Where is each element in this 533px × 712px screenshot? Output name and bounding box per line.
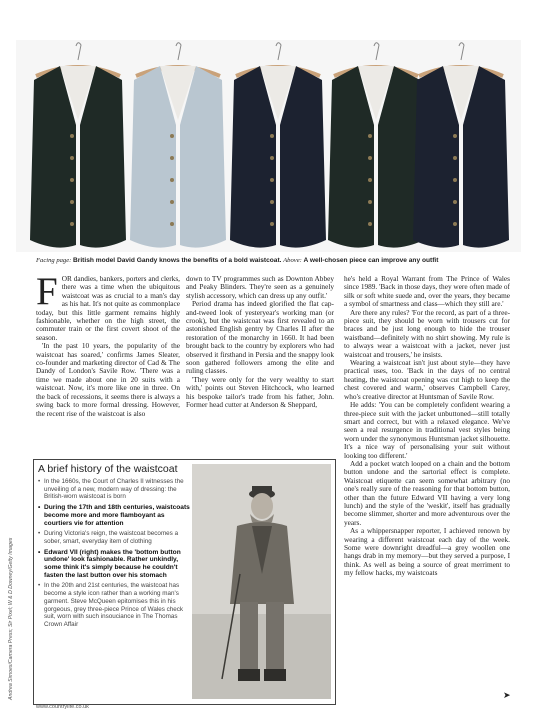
article-paragraph: down to TV programmes such as Downton Abbey and Peaky Blinders. They're seen as a genuinely stylish accessory, which can dress up any outfit.' xyxy=(186,274,334,300)
caption-lead-2: Above: xyxy=(283,257,302,264)
caption-lead-1: Facing page: xyxy=(36,257,72,264)
article-paragraph: He adds: 'You can be completely confident wearing a three-piece suit with the jacket unbuttoned—still totally smart and correct, but with a relaxed elegance. We've seen a real resurgence in traditional vest styles being worn under the synonymous Huntsman jacket silhouette. It's a nice way of personalising your suit without looking too different.' xyxy=(344,400,510,460)
article-paragraph: Period drama has indeed glorified the flat cap-and-tweed look of yesteryear's working man (or crook), but the waistcoat was first revealed to an astonished English gentry by Charles II after the restoration of the monarchy in 1660. It had been brought back to the country by explorers who had observed it firsthand in Persia and the snappy look soon gathered followers among the elite and ruling classes. xyxy=(186,299,334,376)
waistcoat-green xyxy=(30,43,126,248)
waistcoat-navy xyxy=(230,43,326,248)
article-paragraph: As a whippersnapper reporter, I achieved renown by wearing a different waistcoat each day of the week. Some were downright dreadful—a grey woollen one hangs drab in my memory—but they served a purpose, I think. As well as being a source of great merriment to my fellow hacks, my waistcoats xyxy=(344,526,510,578)
article-paragraph: Add a pocket watch looped on a chain and the bottom button undone and the sartorial effect is complete. Waistcoat etiquette can seem somewhat arbitrary (no one's really sure of the reasoning for that bottom button, other than the future Edward VII having a very long lunch) and the style of the 'weskit', itself has gradually become slimmer, shorter and more adventurous over the years. xyxy=(344,458,510,527)
article-paragraph: FOR dandies, bankers, porters and clerks, there was a time when the ubiquitous waistcoat was as crucial to a man's day as his hat. It's not quite as commonplace today, but this little garment remains highly fashionable, whether on the high street, the commuter train or the first covert shoot of the season. xyxy=(36,270,180,342)
article-paragraph: 'They were only for the very wealthy to start with,' points out Steven Hitchcock, who learned his bespoke tailor's trade from his father, John. Former head cutter at Anderson & Sheppard, xyxy=(186,374,334,410)
photo-caption xyxy=(36,257,506,265)
website-footer: www.countrylife.co.uk xyxy=(36,704,89,710)
waistcoats-photo xyxy=(16,40,521,252)
history-sidebar xyxy=(33,459,336,705)
waistcoat-light-blue xyxy=(130,43,226,248)
article-column-1 xyxy=(36,270,180,418)
waistcoat-dark xyxy=(328,43,424,248)
caption-text-2: A well-chosen piece can improve any outfit xyxy=(303,257,439,264)
sidebar-list xyxy=(38,478,190,632)
drop-cap: F xyxy=(36,270,58,313)
waistcoat-navy-trim xyxy=(413,43,509,248)
sidebar-list-item: • During Victoria's reign, the waistcoat becomes a sober, smart, everyday item of clothing xyxy=(38,530,190,545)
sidebar-list-item: • In the 20th and 21st centuries, the waistcoat has become a style icon rather than a working man's garment. Steve McQueen epitomises this in his gorgeous, grey three-piece Prince of Wales check suit, worn with such insouciance in The Thomas Crown Affair xyxy=(38,582,190,628)
sidebar-list-item: • During the 17th and 18th centuries, waistcoats become more and more flamboyant as courtiers vie for attention xyxy=(38,504,190,527)
edward-vii-photo xyxy=(192,464,331,699)
sidebar-title: A brief history of the waistcoat xyxy=(38,463,178,475)
article-column-3 xyxy=(344,275,510,578)
article-column-2 xyxy=(186,275,334,455)
sidebar-list-item: • Edward VII (right) makes the 'bottom button undone' look fashionable. Rather unkindly, some think it's simply because he couldn't fasten the last button over his stomach xyxy=(38,549,190,580)
caption-text-1: British model David Gandy knows the benefits of a bold waistcoat. xyxy=(73,257,282,264)
sidebar-list-item: • In the 1660s, the Court of Charles II witnesses the unveiling of a new, modern way of dressing: the British-worn waistcoat is born xyxy=(38,478,190,501)
continue-arrow-icon: ➤ xyxy=(503,690,511,700)
article-paragraph: Are there any rules? 'For the record, as part of a three-piece suit, they should be worn with trousers cut for braces and be just long enough to hide the trouser waistband—definitely with no shirt showing. My rule is to always wear a waistcoat with a jacket, never just waistcoat and trousers,' he insists. xyxy=(344,307,510,359)
article-paragraph: he's held a Royal Warrant from The Prince of Wales since 1989. 'Back in those days, they were often made of silk or soft white suede and, over the years, they became a symbol of smartness and class—which they still are.' xyxy=(344,274,510,309)
article-paragraph: 'In the past 10 years, the popularity of the waistcoat has soared,' confirms James Sleater, co-founder and marketing director of Cad & The Dandy of London's Savile Row. 'There was a time we made about one in 20 suits with a waistcoat. Now, it's more like one in three. On the back of recessions, it seems there is always a swing back to more formal dressing. However, the recent rise of the waistcoat is also xyxy=(36,341,180,418)
article-paragraph: Wearing a waistcoat isn't just about style—they have practical uses, too. 'Back in the days of no central heating, the waistcoat opening was cut high to keep the chest covered and warm,' observes Campbell Carey, who's creative director at Huntsman of Savile Row. xyxy=(344,358,510,401)
photo-credit: Andrea Simoes/Camera Press; Sir Pixel; W & D Downey/Getty Images xyxy=(8,537,14,700)
